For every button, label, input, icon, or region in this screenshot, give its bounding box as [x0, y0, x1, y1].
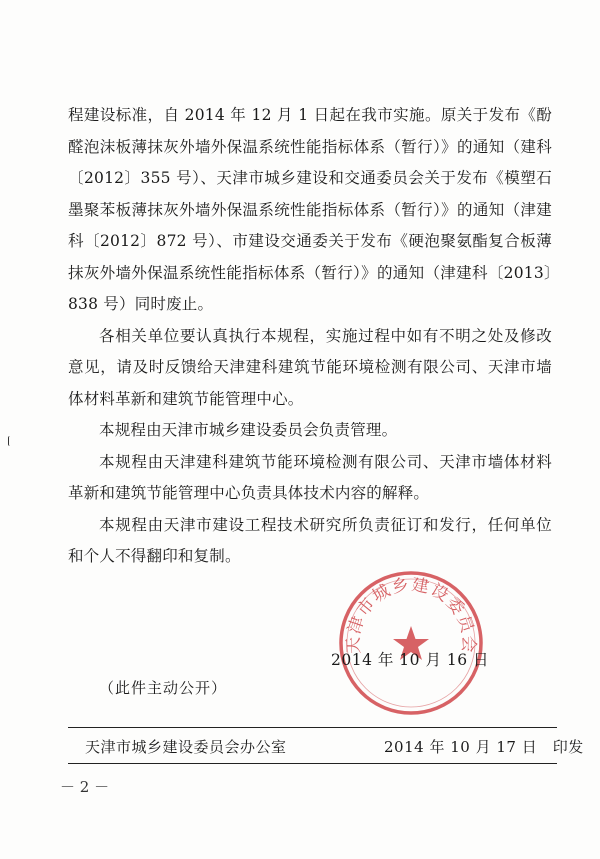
public-disclosure-note: （此件主动公开）: [99, 679, 228, 697]
official-seal: [336, 568, 486, 718]
paragraph-standard-repeal: 程建设标准，自 2014 年 12 月 1 日起在我市实施。原关于发布《酚醛泡沫板薄抹灰外墙外保温系统性能指标体系（暂行）》的通知（建科〔2012〕355 号）、天津市城乡建设和交通委员会关于发布《模塑石墨聚苯板薄抹灰外墙外保温系统性能指标体系（暂行）》的通知（津建科〔2012〕872 号）、市建设交通委关于发布《硬泡聚氨酯复合板薄抹灰外墙外保温系统性能指标体系（暂行）》的通知（津建科〔2013〕838 号）同时废止。: [68, 106, 552, 313]
binding-hole-mark: [8, 436, 12, 446]
paragraph-distribution: 本规程由天津市建设工程技术研究所负责征订和发行，任何单位和个人不得翻印和复制。: [68, 515, 552, 565]
footer-top-rule: [68, 727, 557, 728]
paragraph-management: 本规程由天津市城乡建设委员会负责管理。: [99, 421, 398, 439]
seal-text: 天津市城乡建设委员会: [343, 575, 479, 655]
signed-date: 2014 年 10 月 16 日: [331, 651, 490, 669]
paragraph-interpretation: 本规程由天津建科建筑节能环境检测有限公司、天津市墙体材料革新和建筑节能管理中心负责具体技术内容的解释。: [68, 452, 552, 502]
paragraph-implementation: 各相关单位要认真执行本规程，实施过程中如有不明之处及修改意见，请及时反馈给天津建科建筑节能环境检测有限公司、天津市墙体材料革新和建筑节能管理中心。: [68, 326, 552, 408]
issuing-office: 天津市城乡建设委员会办公室: [85, 738, 287, 756]
page-number: － 2 －: [60, 778, 110, 796]
footer-bottom-rule: [68, 763, 557, 764]
issue-date: 2014 年 10 月 17 日 印发: [384, 738, 584, 756]
document-body: [68, 100, 552, 573]
